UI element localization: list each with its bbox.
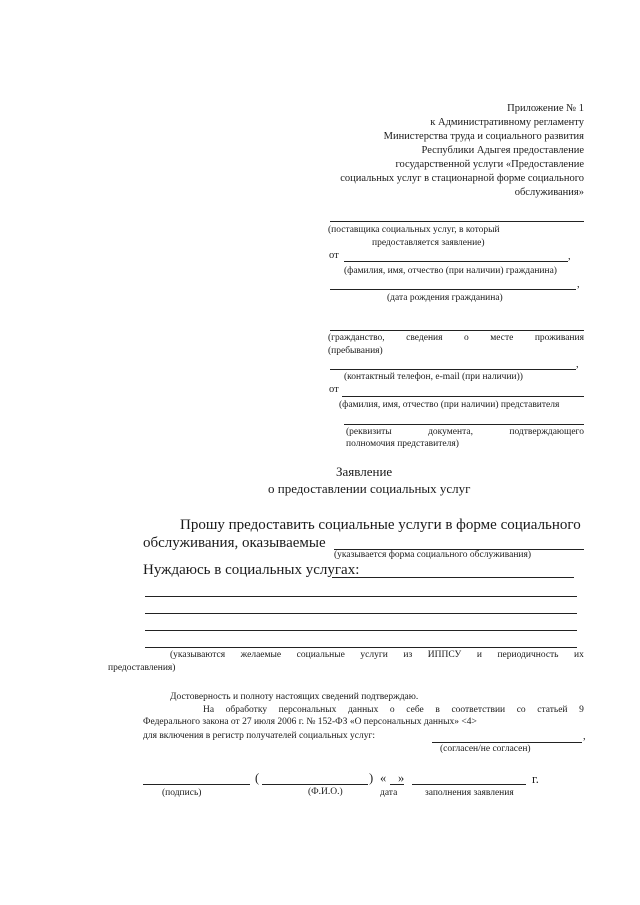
date-label: дата bbox=[380, 788, 398, 798]
services-word: и bbox=[476, 650, 482, 660]
contact-line[interactable] bbox=[330, 369, 576, 370]
request-text: Прошу предоставить социальные услуги в форме социального bbox=[180, 517, 581, 533]
consent-word: о bbox=[389, 705, 395, 715]
services-word: услуги bbox=[360, 650, 388, 660]
document-subtitle: о предоставлении социальных услуг bbox=[268, 481, 471, 496]
fio-label: (Ф.И.О.) bbox=[308, 787, 343, 797]
consent-word: На bbox=[203, 705, 215, 715]
appendix-line: государственной услуги «Предоставление bbox=[395, 159, 584, 170]
birth-date-line[interactable] bbox=[330, 289, 576, 290]
rep-doc-line[interactable] bbox=[344, 424, 584, 425]
residence-note: (пребывания) bbox=[328, 346, 383, 356]
comma: , bbox=[568, 251, 571, 262]
fio-line[interactable] bbox=[262, 784, 368, 785]
document-title: Заявление bbox=[336, 464, 393, 479]
confirm-text: Достоверность и полноту настоящих сведений подтверждаю. bbox=[170, 692, 419, 702]
rep-name-line[interactable] bbox=[342, 396, 584, 397]
consent-text: Федерального закона от 27 июля 2006 г. № 152-ФЗ «О персональных данных» <4> bbox=[143, 717, 477, 727]
services-word: социальные bbox=[296, 650, 345, 660]
residence-word: о bbox=[464, 333, 469, 343]
services-line[interactable] bbox=[145, 630, 577, 631]
date-close-quote: » bbox=[398, 771, 405, 785]
consent-word: статьей bbox=[537, 705, 568, 715]
from-label: от bbox=[329, 384, 339, 395]
contact-note: (контактный телефон, e-mail (при наличии)) bbox=[344, 372, 523, 382]
rep-doc-word: подтверждающего bbox=[509, 427, 584, 437]
provider-note: (поставщика социальных услуг, в который bbox=[328, 225, 500, 235]
appendix-line: Республики Адыгея предоставление bbox=[421, 145, 584, 156]
services-word: желаемые bbox=[240, 650, 282, 660]
signature-line[interactable] bbox=[143, 784, 250, 785]
appendix-line: Министерства труда и социального развития bbox=[383, 131, 584, 142]
rep-doc-note: полномочия представителя) bbox=[346, 439, 459, 449]
month-year-line[interactable] bbox=[412, 784, 526, 785]
residence-note bbox=[328, 333, 584, 343]
rep-doc-note bbox=[346, 427, 584, 437]
appendix-block bbox=[340, 102, 584, 200]
appendix-line: обслуживания» bbox=[514, 187, 584, 198]
comma: , bbox=[577, 279, 580, 290]
consent-word: 9 bbox=[579, 705, 584, 715]
need-label: Нуждаюсь в социальных услугах: bbox=[143, 562, 360, 578]
agree-line[interactable] bbox=[432, 742, 582, 743]
request-text: обслуживания, оказываемые bbox=[143, 535, 326, 551]
citizen-name-line[interactable] bbox=[344, 261, 568, 262]
year-suffix: г. bbox=[532, 772, 539, 786]
appendix-line: социальных услуг в стационарной форме социального bbox=[340, 173, 584, 184]
comma: , bbox=[583, 731, 586, 742]
open-paren: ( bbox=[255, 771, 260, 785]
residence-line[interactable] bbox=[330, 330, 584, 331]
consent-word: данных bbox=[347, 705, 379, 715]
close-paren: ) bbox=[369, 771, 374, 785]
services-word: ИППСУ bbox=[427, 650, 462, 660]
services-word: (указываются bbox=[170, 650, 226, 660]
consent-text bbox=[203, 705, 584, 715]
appendix-line: к Административному регламенту bbox=[430, 117, 584, 128]
registry-label: для включения в регистр получателей социальных услуг: bbox=[143, 731, 376, 741]
consent-word: персональных bbox=[278, 705, 337, 715]
date-open-quote: « bbox=[380, 771, 387, 785]
rep-name-note: (фамилия, имя, отчество (при наличии) представителя bbox=[339, 400, 560, 410]
rep-doc-word: документа, bbox=[428, 427, 473, 437]
services-word: из bbox=[403, 650, 413, 660]
residence-word: (гражданство, bbox=[328, 333, 385, 343]
consent-word: соответствии bbox=[451, 705, 506, 715]
consent-word: себе bbox=[406, 705, 424, 715]
provider-note: предоставляется заявление) bbox=[372, 238, 485, 248]
signature-label: (подпись) bbox=[162, 788, 202, 798]
services-note bbox=[170, 650, 584, 660]
services-word: периодичность bbox=[497, 650, 559, 660]
rep-doc-word: (реквизиты bbox=[346, 427, 392, 437]
appendix-line: Приложение № 1 bbox=[507, 103, 584, 114]
residence-word: месте bbox=[490, 333, 514, 343]
consent-word: обработку bbox=[225, 705, 268, 715]
fill-label: заполнения заявления bbox=[425, 788, 514, 798]
services-note: предоставления) bbox=[108, 663, 176, 673]
comma: , bbox=[576, 359, 579, 370]
residence-word: сведения bbox=[406, 333, 443, 343]
services-word: их bbox=[574, 650, 584, 660]
agree-note: (согласен/не согласен) bbox=[440, 744, 531, 754]
birth-date-note: (дата рождения гражданина) bbox=[387, 293, 503, 303]
from-label: от bbox=[329, 250, 339, 261]
consent-word: со bbox=[516, 705, 526, 715]
provider-line[interactable] bbox=[330, 221, 584, 222]
services-line[interactable] bbox=[145, 613, 577, 614]
residence-word: проживания bbox=[534, 333, 584, 343]
services-line[interactable] bbox=[145, 596, 577, 597]
services-line[interactable] bbox=[145, 647, 577, 648]
need-line[interactable] bbox=[332, 577, 574, 578]
consent-word: в bbox=[435, 705, 440, 715]
citizen-name-note: (фамилия, имя, отчество (при наличии) гражданина) bbox=[344, 266, 557, 276]
service-form-note: (указывается форма социального обслуживания) bbox=[334, 550, 532, 560]
